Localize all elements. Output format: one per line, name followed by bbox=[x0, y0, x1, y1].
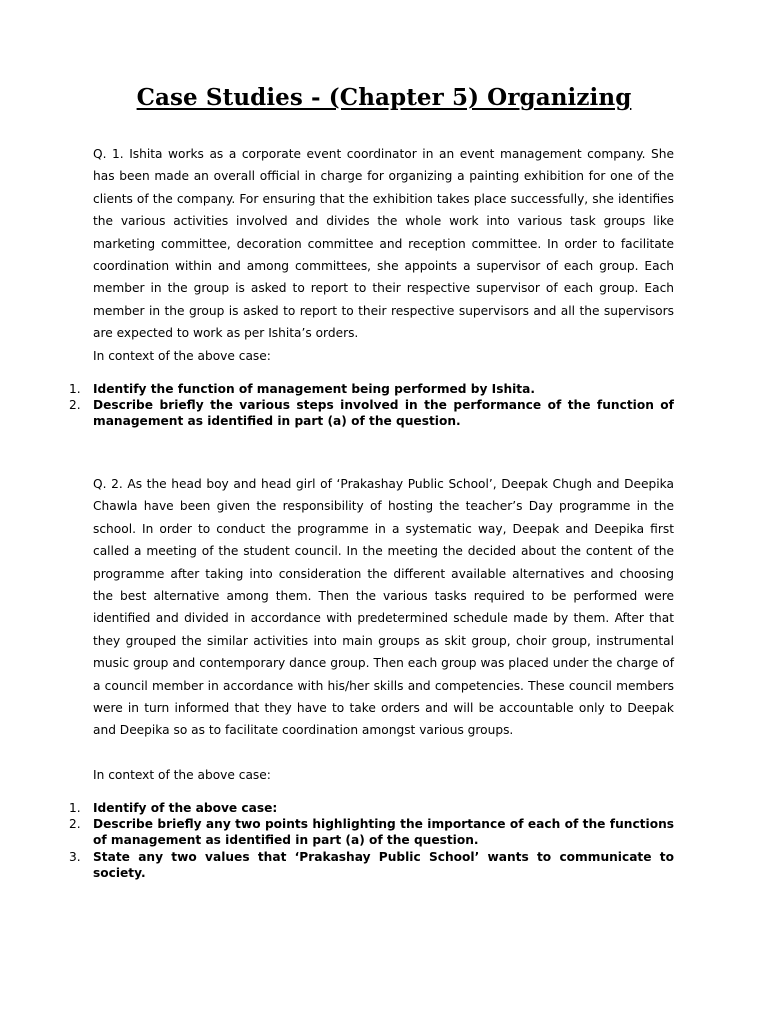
list-item bbox=[0, 849, 768, 881]
list-item bbox=[0, 800, 768, 816]
list-item-number: 1. bbox=[69, 801, 81, 815]
question-2-text: Q. 2. As the head boy and head girl of ‘Prakashay Public School’, Deepak Chugh and Deepika Chawla have been given the responsibility of hosting the teacher’s Day programme in the school. In order to conduct the programme in a systematic way, Deepak and Deepika first called a meeting of the student council. In the meeting the decided about the content of the programme after taking into consideration the different available alternatives and choosing the best alternative among them. Then the various tasks required to be performed were identified and divided in accordance with predetermined schedule made by them. After that they grouped the similar activities into main groups as skit group, choir group, instrumental music group and contemporary dance group. Then each group was placed under the charge of a council member in accordance with his/her skills and competencies. These council members were in turn informed that they have to take orders and will be accountable only to Deepak and Deepika so as to facilitate coordination amongst various groups. bbox=[93, 477, 674, 738]
list-item-text: Identify of the above case: bbox=[93, 801, 278, 815]
question-1-sub-list bbox=[0, 381, 768, 430]
list-item-text: Describe briefly the various steps involved in the performance of the function of management as identified in part (a) of the question. bbox=[93, 398, 674, 429]
list-item-number: 1. bbox=[69, 382, 81, 396]
page-title: Case Studies - (Chapter 5) Organizing bbox=[136, 84, 632, 111]
list-item-number: 2. bbox=[69, 817, 81, 832]
question-1-context: In context of the above case: bbox=[93, 349, 271, 363]
list-item-text: Identify the function of management being performed by Ishita. bbox=[93, 382, 535, 396]
question-2-sub-list bbox=[0, 800, 768, 881]
list-item-number: 3. bbox=[69, 849, 81, 864]
question-1-text: Q. 1. Ishita works as a corporate event coordinator in an event management company. She has been made an overall official in charge for organizing a painting exhibition for one of the clients of the company. For ensuring that the exhibition takes place successfully, she identifies the various activities involved and divides the whole work into various task groups like marketing committee, decoration committee and reception committee. In order to facilitate coordination within and among committees, she appoints a supervisor of each group. Each member in the group is asked to report to their respective supervisor of each group. Each member in the group is asked to report to their respective supervisors and all the supervisors are expected to work as per Ishita’s orders. bbox=[93, 147, 674, 341]
list-item bbox=[0, 397, 768, 429]
list-item-text: State any two values that ‘Prakashay Public School’ wants to communicate to society. bbox=[93, 849, 674, 880]
list-item bbox=[0, 381, 768, 397]
list-item-number: 2. bbox=[69, 398, 81, 413]
question-2-context: In context of the above case: bbox=[93, 768, 271, 782]
list-item bbox=[0, 816, 768, 848]
list-item-text: Describe briefly any two points highlighting the importance of each of the functions of management as identified in part (a) of the question. bbox=[93, 817, 674, 848]
